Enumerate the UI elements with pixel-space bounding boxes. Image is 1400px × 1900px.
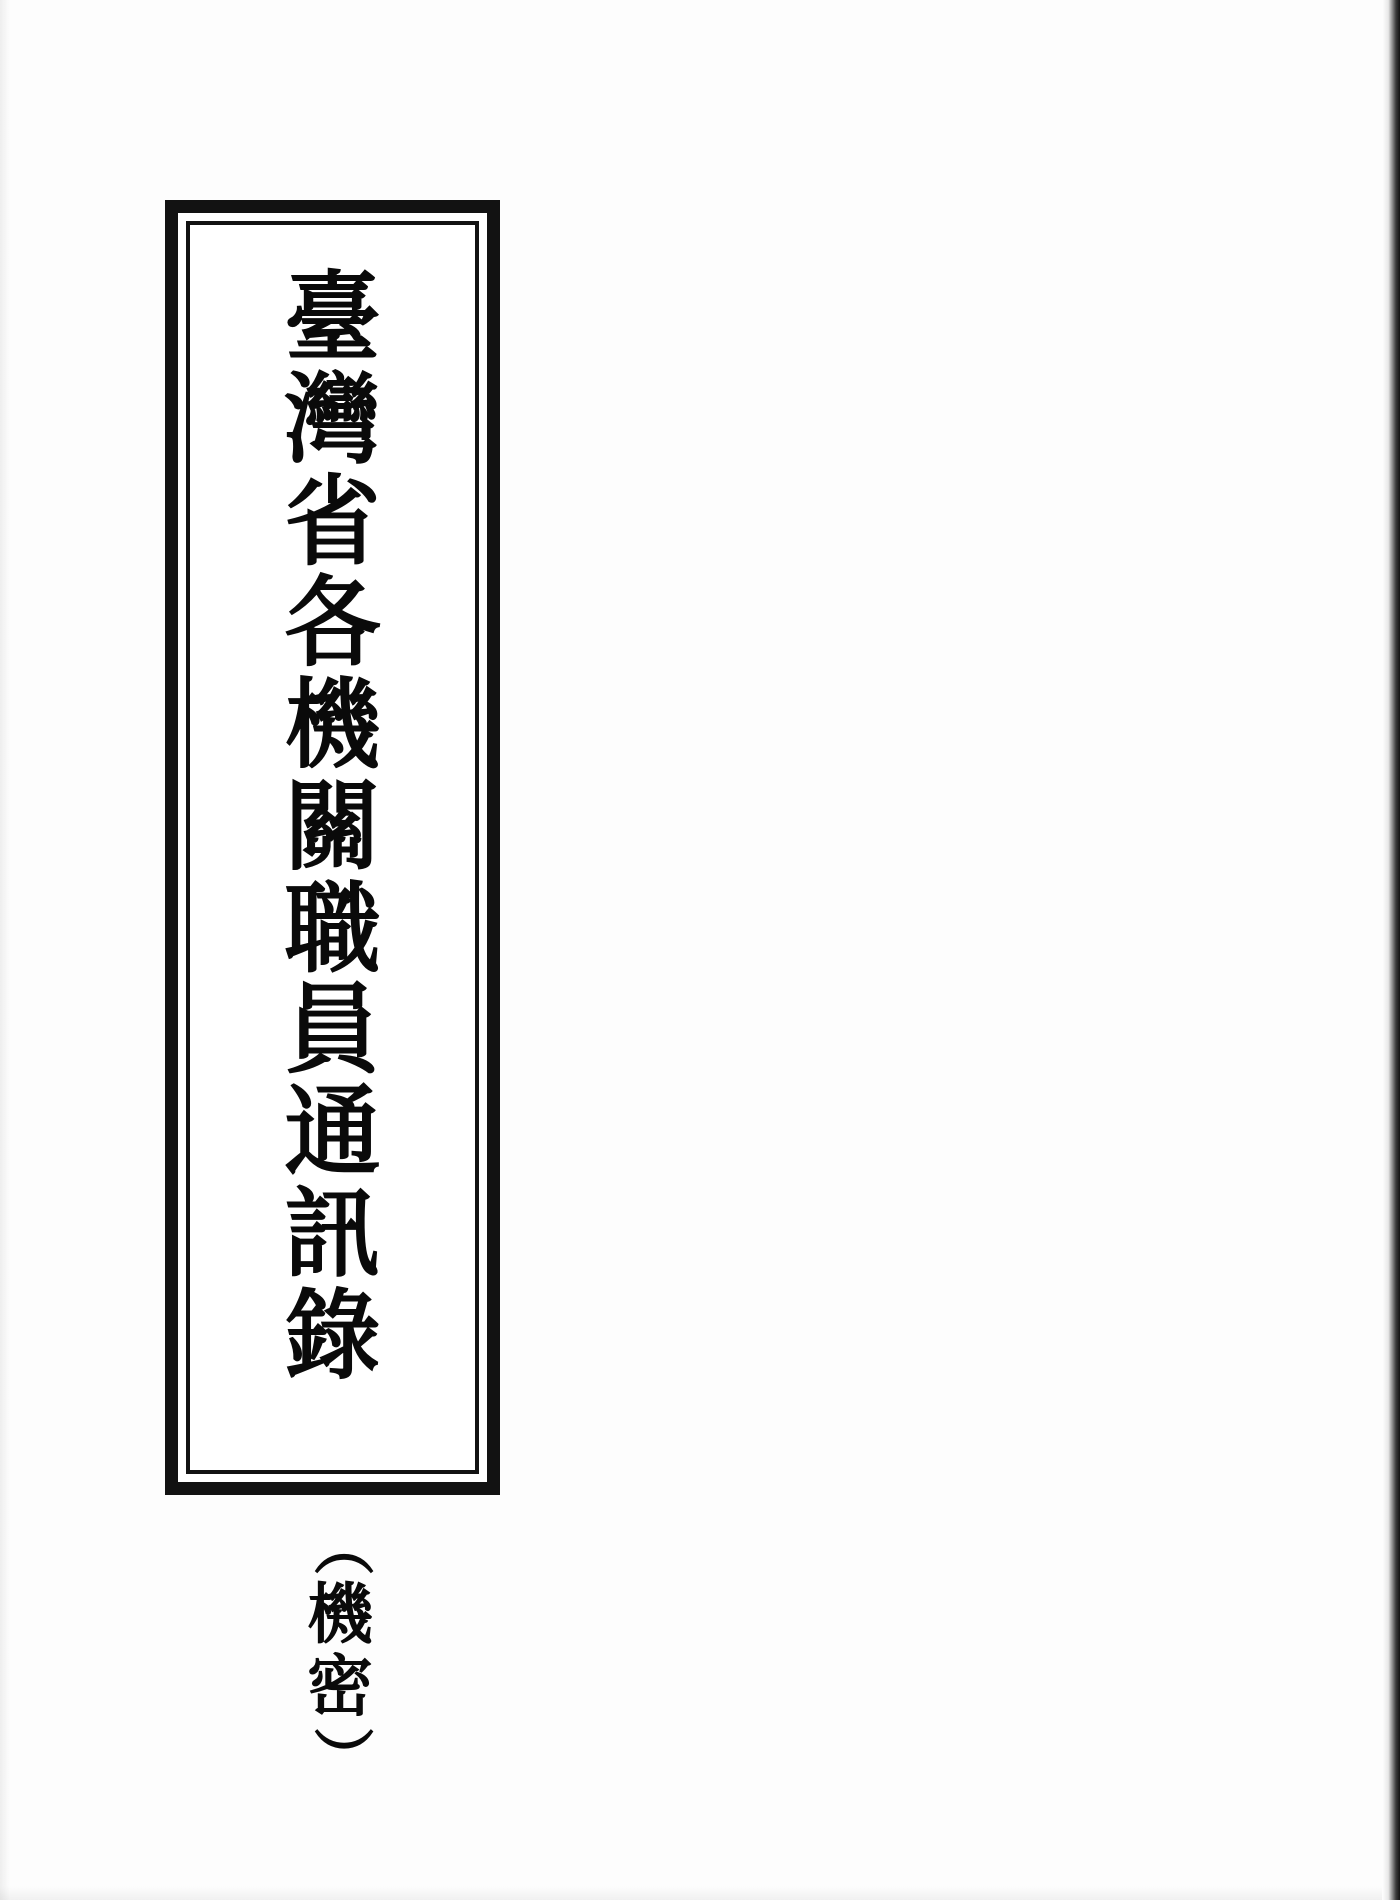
title-char-10: 訊 bbox=[284, 1175, 381, 1291]
title-char-11: 錄 bbox=[284, 1277, 381, 1393]
classification-mark bbox=[255, 1515, 425, 1787]
title-char-7: 職 bbox=[284, 870, 381, 986]
title-char-4: 各 bbox=[284, 565, 381, 681]
classification-open-paren: （ bbox=[305, 1515, 376, 1576]
title-char-3: 省 bbox=[284, 463, 381, 579]
title-char-1: 臺 bbox=[284, 259, 381, 376]
scan-gutter-shadow bbox=[1382, 0, 1400, 1900]
classification-char-1: 機 bbox=[307, 1574, 373, 1653]
title-char-2: 灣 bbox=[284, 361, 381, 477]
scan-edge-shadow-bottom bbox=[0, 1886, 1400, 1900]
classification-char-2: 密 bbox=[307, 1647, 373, 1726]
scan-edge-shadow-left bbox=[0, 0, 10, 1900]
title-cartouche-outer-border bbox=[165, 200, 500, 1495]
title-char-9: 通 bbox=[284, 1073, 381, 1190]
classification-close-paren: ） bbox=[305, 1726, 376, 1787]
vertical-title-text bbox=[190, 225, 475, 1470]
title-char-6: 關 bbox=[284, 768, 381, 884]
title-char-5: 機 bbox=[284, 666, 381, 783]
title-cartouche-inner-border bbox=[186, 221, 479, 1474]
title-char-8: 員 bbox=[284, 972, 381, 1088]
